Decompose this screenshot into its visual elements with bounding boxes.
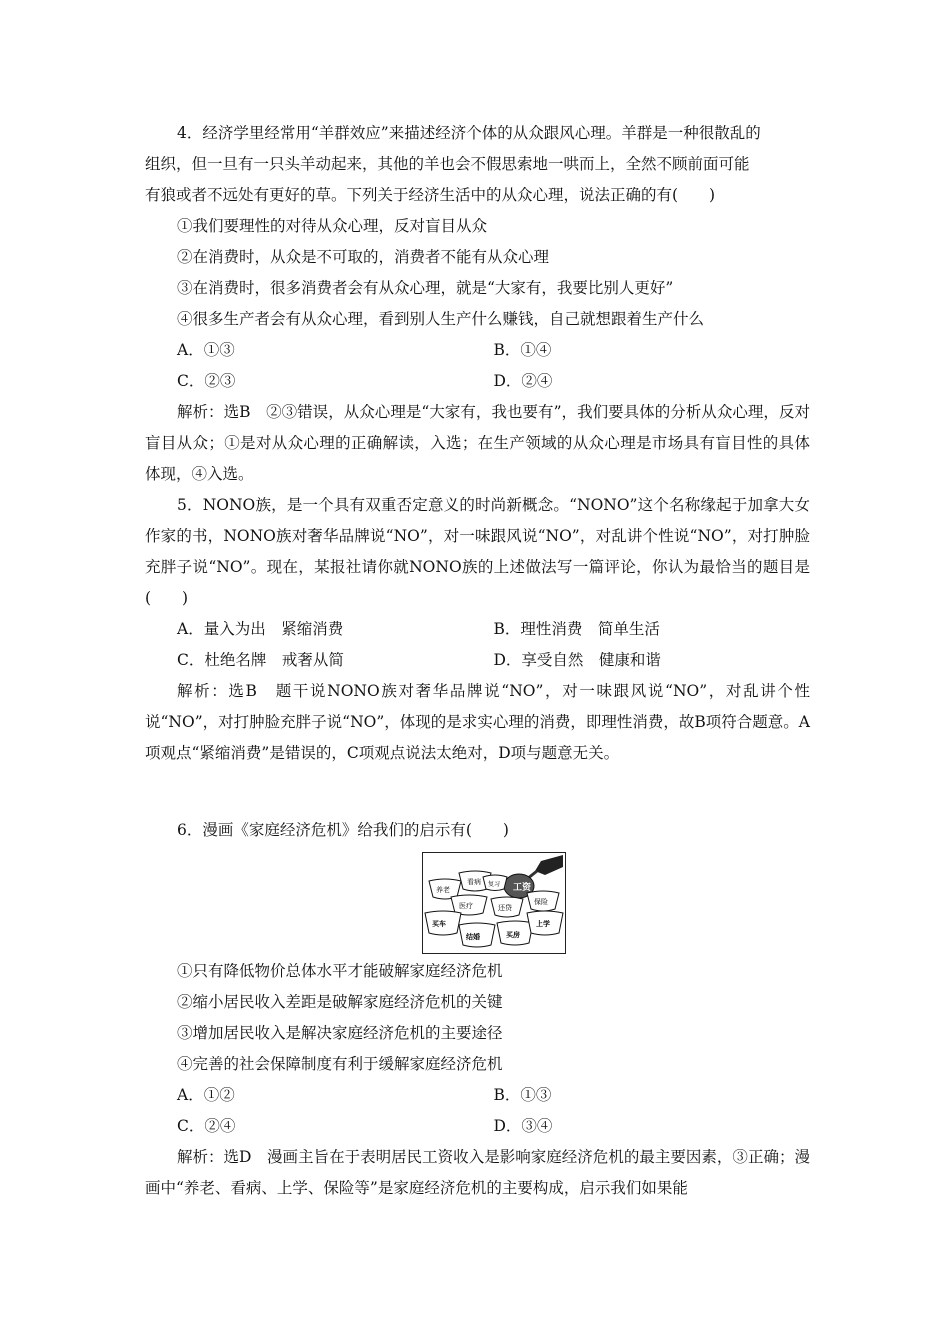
question-stem-line: 有狼或者不远处有更好的草。下列关于经济生活中的从众心理，说法正确的有( ) [145,186,716,204]
options-row [145,1111,810,1142]
analysis: 解析：选B 题干说NONO族对奢华品牌说“NO”，对一味跟风说“NO”，对乱讲个性说“NO”，对打肿脸充胖子说“NO”，体现的是求实心理的消费，即理性消费，故B项符合题意。A项观点“紧缩消费”是错误的，C项观点说法太绝对，D项与题意无关。 [145,682,810,762]
cartoon-label: 看病 [467,878,481,886]
question-stem-line: 组织，但一旦有一只头羊动起来，其他的羊也会不假思索地一哄而上，全然不顾前面可能 [145,155,750,173]
option-b: B．理性消费 简单生活 [493,620,660,638]
question-4 [145,118,810,490]
statement-4: ④完善的社会保障制度有利于缓解家庭经济危机 [177,1055,503,1073]
statement-2: ②在消费时，从众是不可取的，消费者不能有从众心理 [177,248,550,266]
option-d: D．②④ [493,372,553,390]
cartoon-label: 工资 [513,883,532,893]
option-a: A．量入为出 紧缩消费 [177,620,344,638]
options-row [145,1080,810,1111]
cartoon-family-economic-crisis [422,852,566,954]
cartoon-label: 还贷 [498,904,512,912]
analysis: 解析：选D 漫画主旨在于表明居民工资收入是影响家庭经济危机的最主要因素，③正确；漫画中“养老、看病、上学、保险等”是家庭经济危机的主要构成，启示我们如果能 [145,1148,810,1197]
cartoon-label: 上学 [536,919,550,928]
question-5 [145,490,810,769]
options-row [145,645,810,676]
question-6 [145,815,810,846]
option-b: B．①④ [493,341,552,359]
cartoon-label: 结婚 [466,932,480,941]
cartoon-label: 保险 [534,898,548,906]
statement-1: ①只有降低物价总体水平才能破解家庭经济危机 [177,962,503,980]
options-row [145,335,810,366]
statement-1: ①我们要理性的对待从众心理，反对盲目从众 [177,217,488,235]
question-6-body [145,956,810,1204]
options-row [145,614,810,645]
option-c: C．杜绝名牌 戒奢从简 [177,651,344,669]
option-a: A．①② [177,1086,235,1104]
cartoon-label: 复习 [488,881,501,888]
option-c: C．②④ [177,1117,236,1135]
question-stem: 6．漫画《家庭经济危机》给我们的启示有( ) [177,821,509,839]
option-a: A．①③ [177,341,235,359]
option-d: D．③④ [493,1117,553,1135]
option-d: D．享受自然 健康和谐 [493,651,661,669]
cartoon-label: 养老 [436,886,450,894]
statement-3: ③在消费时，很多消费者会有从众心理，就是“大家有，我要比别人更好” [177,279,674,297]
question-stem: 5．NONO族，是一个具有双重否定意义的时尚新概念。“NONO”这个名称缘起于加拿大女作家的书，NONO族对奢华品牌说“NO”，对一味跟风说“NO”，对乱讲个性说“NO”，对打肿脸充胖子说“NO”。现在，某报社请你就NONO族的上述做法写一篇评论，你认为最恰当的题目是( ) [145,496,810,607]
arm-shape [535,855,563,875]
statement-3: ③增加居民收入是解决家庭经济危机的主要途径 [177,1024,503,1042]
question-stem-line: 4．经济学里经常用“羊群效应”来描述经济个体的从众跟风心理。羊群是一种很散乱的 [177,124,761,142]
cartoon-label: 医疗 [459,902,473,910]
cartoon-illustration [423,853,565,953]
analysis: 解析：选B ②③错误，从众心理是“大家有，我也要有”，我们要具体的分析从众心理，反对盲目从众；①是对从众心理的正确解读，入选；在生产领域的从众心理是市场具有盲目性的具体体现，④入选。 [145,403,810,483]
options-row [145,366,810,397]
cartoon-label: 买车 [432,919,446,928]
statement-2: ②缩小居民收入差距是破解家庭经济危机的关键 [177,993,503,1011]
cartoon-label: 买房 [506,930,520,939]
option-b: B．①③ [493,1086,552,1104]
option-c: C．②③ [177,372,236,390]
statement-4: ④很多生产者会有从众心理，看到别人生产什么赚钱，自己就想跟着生产什么 [177,310,705,328]
